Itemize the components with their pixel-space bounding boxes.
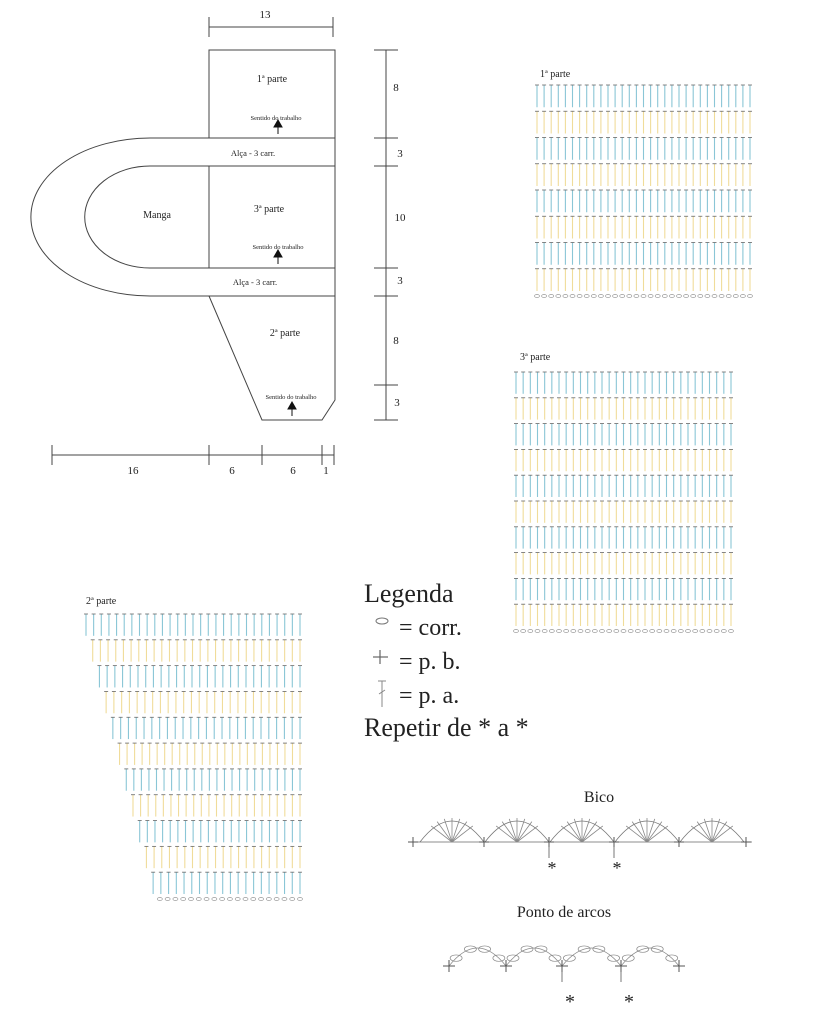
arcos-title: Ponto de arcos <box>516 904 612 921</box>
chain-oval <box>173 898 178 901</box>
chain-oval <box>514 630 519 633</box>
top-dimension-label: 13 <box>259 9 271 21</box>
part1-label: 1ª parte <box>256 74 288 85</box>
chain-oval <box>641 295 646 298</box>
legend-title: Legenda <box>364 579 454 608</box>
sleeve-outer <box>31 138 335 296</box>
bico-star-1: * <box>547 858 557 878</box>
bottom-dim-3: 6 <box>290 465 296 477</box>
direction-label-3: Sentido do trabalho <box>252 244 304 251</box>
sleeve-label: Manga <box>143 210 171 221</box>
chain-oval <box>591 295 596 298</box>
chain-oval <box>628 630 633 633</box>
chain-oval <box>678 630 683 633</box>
chain-oval <box>714 630 719 633</box>
bottom-dim-4: 1 <box>323 465 329 477</box>
chain-oval <box>584 295 589 298</box>
chain-oval <box>607 630 612 633</box>
chain-oval <box>698 295 703 298</box>
chain-oval <box>220 898 225 901</box>
chain-oval <box>266 898 271 901</box>
direction-label-2: Sentido do trabalho <box>265 394 317 401</box>
arcos-edging-chart <box>443 946 685 1013</box>
chain-oval <box>669 295 674 298</box>
chain-oval <box>157 898 162 901</box>
right-dim-2: 3 <box>397 148 403 160</box>
chain-oval <box>635 630 640 633</box>
chain-oval <box>181 898 186 901</box>
chain-oval <box>657 630 662 633</box>
chain-oval <box>290 898 295 901</box>
double-crochet-icon <box>378 681 386 707</box>
chain-oval <box>549 630 554 633</box>
part2-label: 2ª parte <box>269 328 301 339</box>
chain-oval <box>212 898 217 901</box>
bico-star-2: * <box>612 858 622 878</box>
chain-oval <box>557 630 562 633</box>
chart-part1-title: 1ª parte <box>540 69 571 80</box>
chain-oval <box>686 630 691 633</box>
chain-oval <box>634 295 639 298</box>
chain-oval <box>700 630 705 633</box>
stitch-chart-part2 <box>84 614 303 901</box>
bottom-dim-1: 16 <box>127 465 139 477</box>
bico-title: Bico <box>583 789 615 806</box>
chain-oval <box>188 898 193 901</box>
chain-oval <box>251 898 256 901</box>
chain-oval <box>712 295 717 298</box>
legend-item-double-crochet: = p. a. <box>399 683 460 709</box>
arc-line <box>506 948 562 966</box>
chain-oval <box>748 295 753 298</box>
legend-repeat: Repetir de * a * <box>364 713 529 742</box>
bottom-dim-2: 6 <box>229 465 235 477</box>
chain-oval <box>259 898 264 901</box>
chain-oval <box>282 898 287 901</box>
arc-line <box>621 948 679 966</box>
chain-oval <box>684 295 689 298</box>
chain-oval <box>606 295 611 298</box>
chain-oval <box>693 630 698 633</box>
chain-oval <box>243 898 248 901</box>
part3-panel <box>209 166 335 268</box>
part1-panel <box>209 50 335 138</box>
chain-oval <box>648 295 653 298</box>
chain-oval <box>621 630 626 633</box>
chain-oval <box>235 898 240 901</box>
right-dim-3: 10 <box>394 212 406 224</box>
chain-oval <box>570 295 575 298</box>
chain-oval <box>535 630 540 633</box>
chain-oval <box>691 295 696 298</box>
chain-oval <box>542 295 547 298</box>
chain-oval <box>643 630 648 633</box>
direction-label-1: Sentido do trabalho <box>250 115 302 122</box>
stitch-chart-part1 <box>535 85 753 298</box>
chain-oval <box>655 295 660 298</box>
chain-oval <box>598 295 603 298</box>
chain-oval <box>707 630 712 633</box>
chain-oval <box>298 898 303 901</box>
chain-oval <box>528 630 533 633</box>
chain-oval <box>719 295 724 298</box>
chain-oval <box>662 295 667 298</box>
right-dim-1: 8 <box>393 82 399 94</box>
chain-oval <box>733 295 738 298</box>
chain-oval <box>165 898 170 901</box>
chain-oval <box>578 630 583 633</box>
chain-oval <box>614 630 619 633</box>
strap-top-label: Alça - 3 carr. <box>230 148 276 158</box>
chain-oval <box>227 898 232 901</box>
chain-oval <box>650 630 655 633</box>
chain-oval <box>585 630 590 633</box>
chain-oval <box>563 295 568 298</box>
chain-oval <box>196 898 201 901</box>
chain-oval <box>571 630 576 633</box>
stitch-chart-part3 <box>514 372 734 633</box>
chain-oval <box>627 295 632 298</box>
chart-part2-title: 2ª parte <box>86 596 117 607</box>
chain-oval <box>274 898 279 901</box>
arcos-star-1: * <box>565 991 575 1013</box>
schematic-labels <box>128 9 407 477</box>
arcos-star-2: * <box>624 991 634 1013</box>
chain-oval <box>204 898 209 901</box>
chain-oval <box>726 295 731 298</box>
chain-oval <box>620 295 625 298</box>
part3-label: 3ª parte <box>253 204 285 215</box>
legend-item-single-crochet: = p. b. <box>399 649 461 675</box>
chain-oval <box>521 630 526 633</box>
single-crochet-plus-icon <box>373 650 388 664</box>
arrow-up-icon <box>288 402 296 409</box>
chain-oval <box>664 630 669 633</box>
arrow-up-icon <box>274 250 282 257</box>
legend <box>364 579 529 742</box>
chain-oval <box>564 630 569 633</box>
chain-oval <box>671 630 676 633</box>
chain-oval <box>556 295 561 298</box>
chain-oval <box>721 630 726 633</box>
strap-bottom-label: Alça - 3 carr. <box>232 277 278 287</box>
chain-oval <box>600 630 605 633</box>
chain-oval <box>613 295 618 298</box>
arc-line <box>449 948 506 966</box>
bico-edging-chart <box>408 818 752 878</box>
sleeve-inner <box>85 166 150 268</box>
chain-oval <box>542 630 547 633</box>
chain-oval <box>549 295 554 298</box>
part2-panel <box>209 296 335 420</box>
chain-oval <box>577 295 582 298</box>
garment-schematic <box>31 17 398 465</box>
right-dim-4: 3 <box>397 275 403 287</box>
chain-oval <box>705 295 710 298</box>
chain-oval <box>535 295 540 298</box>
arc-line <box>562 948 621 966</box>
chain-oval <box>677 295 682 298</box>
legend-item-chain: = corr. <box>399 615 462 641</box>
chart-part3-title: 3ª parte <box>520 352 551 363</box>
chain-oval <box>740 295 745 298</box>
chain-oval <box>592 630 597 633</box>
chain-oval <box>729 630 734 633</box>
right-dim-6: 3 <box>394 397 400 409</box>
right-dim-5: 8 <box>393 335 399 347</box>
chain-oval-icon <box>376 618 388 624</box>
